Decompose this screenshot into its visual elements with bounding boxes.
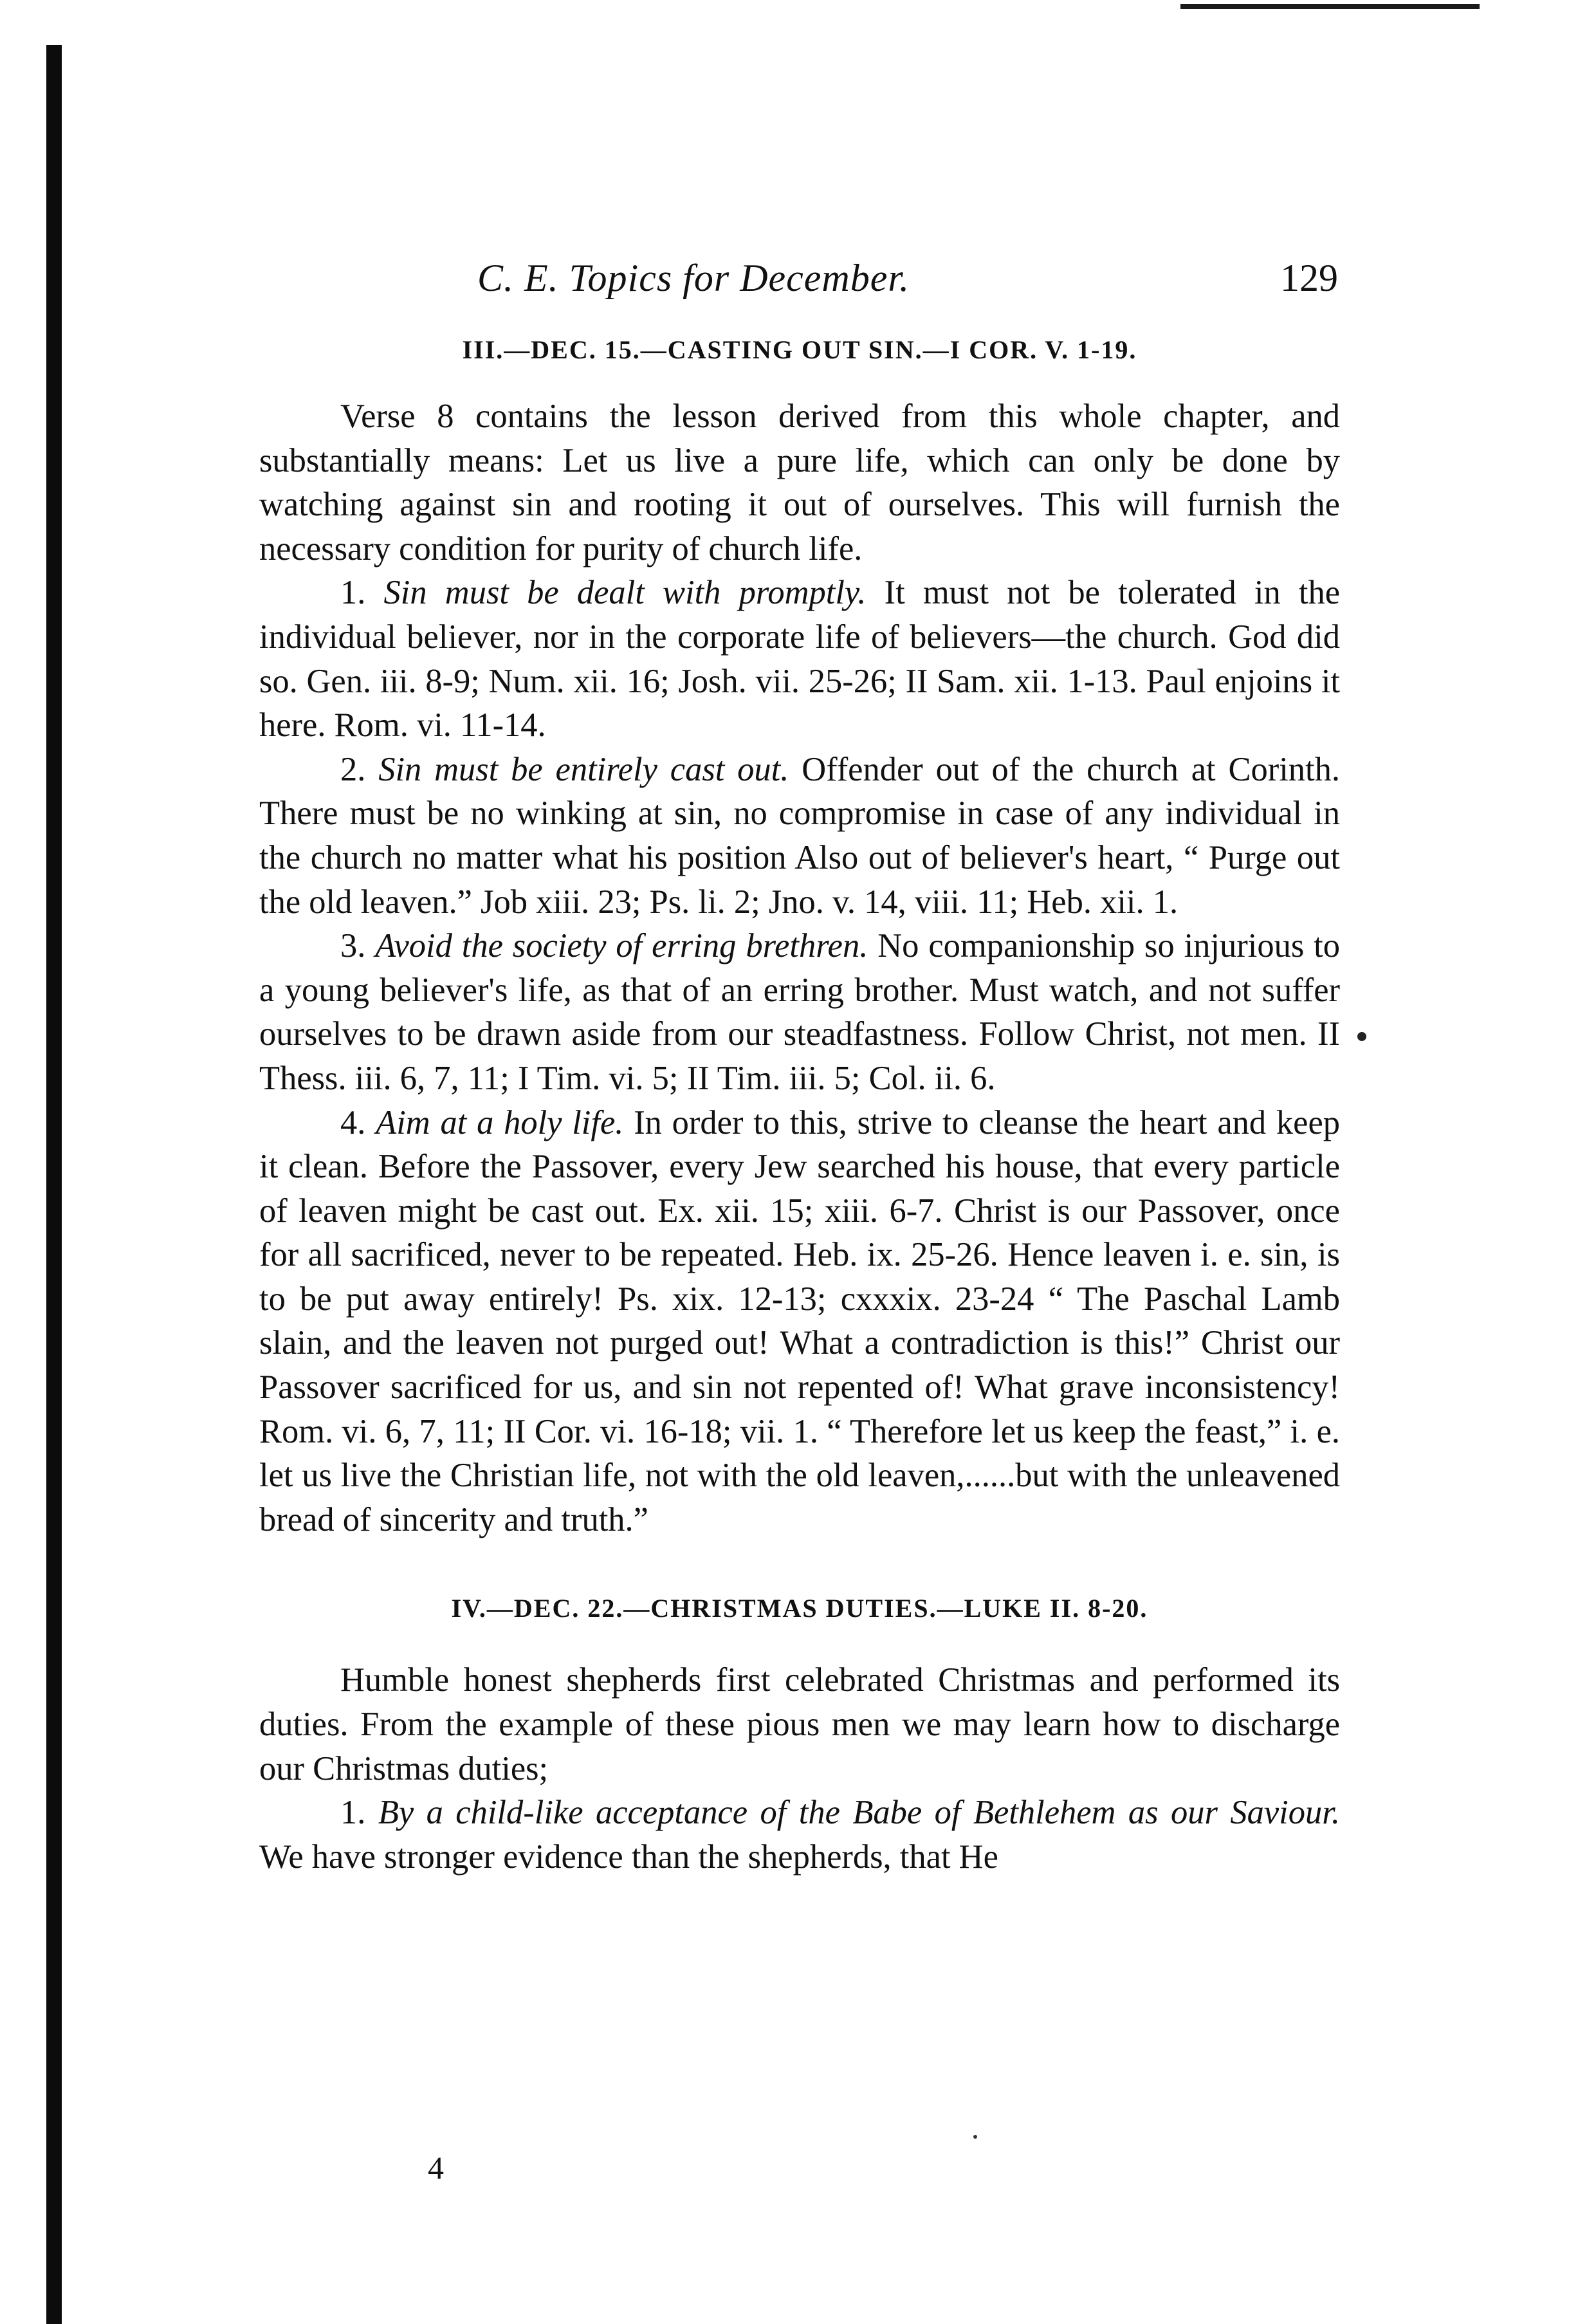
numbered-point	[259, 571, 1340, 747]
point-lead: Sin must be entirely cast out.	[378, 750, 789, 788]
point-text: It must not be tolerated in the individual believer, nor in the corporate life of believers—the church. God did so. Gen. iii. 8-9; Num. xii. 16; Josh. vii. 25-26; II Sam. xii. 1-13. Paul enjoins it here. Rom. vi. 11-14.	[259, 574, 1341, 744]
running-title: C. E. Topics for December.	[477, 257, 910, 299]
numbered-point	[259, 748, 1340, 924]
numbered-point	[259, 1101, 1340, 1542]
point-number: 2.	[340, 750, 366, 788]
point-number: 1.	[340, 1794, 366, 1832]
ink-speck	[1357, 1032, 1366, 1041]
ink-speck	[973, 2135, 977, 2139]
signature-mark: 4	[428, 2150, 444, 2186]
point-text: We have stronger evidence than the shepherds, that He	[259, 1838, 998, 1876]
section-heading: III.—DEC. 15.—CASTING OUT SIN.—I COR. V. 1-19.	[462, 335, 1137, 364]
section-heading: IV.—DEC. 22.—CHRISTMAS DUTIES.—LUKE II. 8-20.	[451, 1594, 1148, 1623]
point-lead: Sin must be dealt with promptly.	[383, 574, 867, 612]
numbered-point	[259, 924, 1340, 1100]
page-body	[259, 335, 1340, 1879]
point-lead: Avoid the society of erring brethren.	[375, 927, 868, 965]
point-text: No companionship so injurious to a young believer's life, as that of an erring brother. Must watch, and not suffer ourselves to be drawn aside from our steadfastness. Follow Christ, not men. II Thess. iii. 6, 7, 11; I Tim. vi. 5; II Tim. iii. 5; Col. ii. 6.	[259, 927, 1341, 1097]
section-intro: Verse 8 contains the lesson derived from this whole chapter, and substantially means: Let us live a pure life, which can only be done by watching against sin and rooting it out of ourselves. This will furnish the necessary condition for purity of church life.	[259, 398, 1340, 567]
point-lead: Aim at a holy life.	[376, 1103, 624, 1141]
binding-edge	[46, 45, 62, 2324]
point-text: Offender out of the church at Corinth. There must be no winking at sin, no compromise in case of any individual in the church no matter what his position Also out of believer's heart, “ Purge out the old leaven.” Job xiii. 23; Ps. li. 2; Jno. v. 14, viii. 11; Heb. xii. 1.	[259, 750, 1341, 921]
running-head	[477, 256, 1338, 308]
point-lead: By a child-like acceptance of the Babe of Bethlehem as our Saviour.	[378, 1794, 1340, 1832]
page-number: 129	[1280, 257, 1338, 299]
numbered-point	[259, 1791, 1340, 1879]
point-text: In order to this, strive to cleanse the heart and keep it clean. Before the Passover, every Jew searched his house, that every particle of leaven might be cast out. Ex. xii. 15; xiii. 6-7. Christ is our Passover, once for all sacrificed, never to be repeated. Heb. ix. 25-26. Hence leaven i. e. sin, is to be put away entirely! Ps. xix. 12-13; cxxxix. 23-24 “ The Paschal Lamb slain, and the leaven not purged out! What a contradiction is this!” Christ our Passover sacrificed for us, and sin not repented of! What grave inconsistency! Rom. vi. 6, 7, 11; II Cor. vi. 16-18; vii. 1. “ Therefore let us keep the feast,” i. e. let us live the Christian life, not with the old leaven,......but with the unleavened bread of sincerity and truth.”	[259, 1103, 1341, 1538]
point-number: 4.	[340, 1103, 366, 1141]
point-number: 3.	[340, 927, 366, 965]
top-rule	[1180, 4, 1480, 9]
point-number: 1.	[340, 574, 366, 612]
section-intro: Humble honest shepherds first celebrated Christmas and performed its duties. From the example of these pious men we may learn how to discharge our Christmas duties;	[259, 1661, 1340, 1787]
